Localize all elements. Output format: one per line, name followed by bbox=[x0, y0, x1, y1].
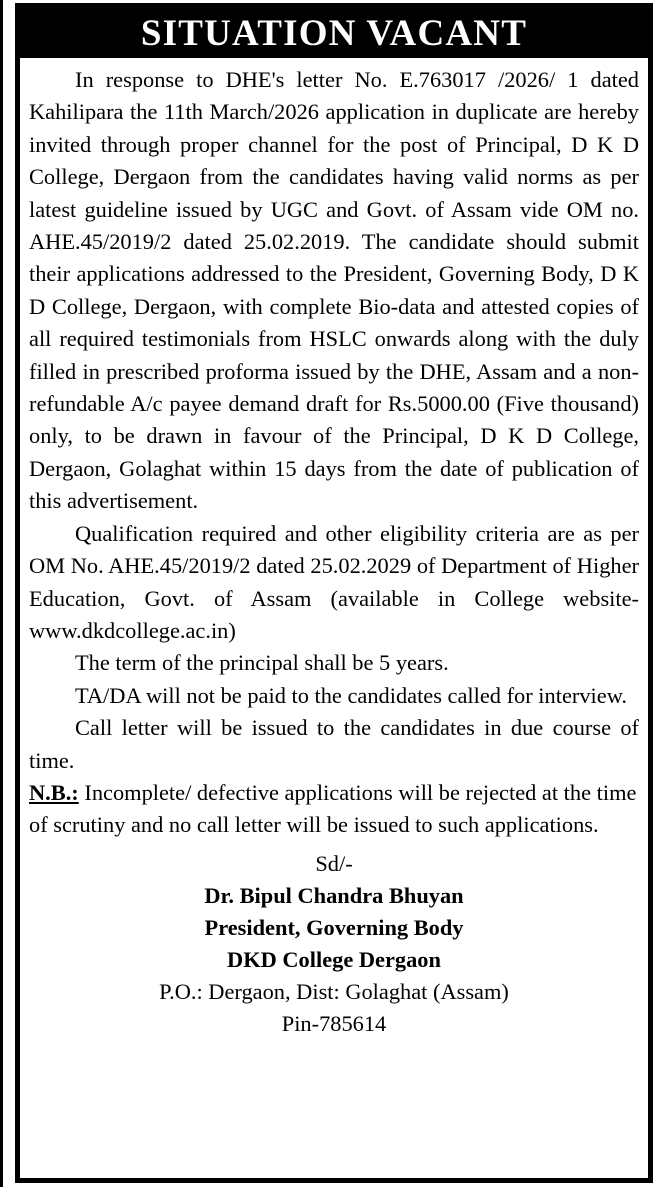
signature-block bbox=[29, 848, 639, 1040]
advertisement-box bbox=[15, 3, 653, 1183]
signatory-pin: Pin-785614 bbox=[281, 1010, 387, 1036]
nb-text: Incomplete/ defective applications will be rejected at the time of scrutiny and no call letter will be issued to such applications. bbox=[29, 779, 637, 838]
signatory-designation: President, Governing Body bbox=[204, 914, 464, 940]
paragraph-tada: TA/DA will not be paid to the candidates called for interview. bbox=[75, 682, 628, 708]
signature-sd: Sd/- bbox=[315, 850, 353, 876]
paragraph-nb bbox=[29, 777, 639, 842]
page-title: SITUATION VACANT bbox=[140, 12, 528, 54]
nb-label: N.B.: bbox=[29, 779, 79, 805]
signatory-name: Dr. Bipul Chandra Bhuyan bbox=[204, 882, 464, 908]
paragraph-call-letter: Call letter will be issued to the candidates in due course of time. bbox=[29, 715, 639, 773]
signatory-institution: DKD College Dergaon bbox=[227, 946, 441, 972]
paragraph-qualification: Qualification required and other eligibility criteria are as per OM No. AHE.45/2019/2 dated 25.02.2029 of Department of Higher Education, Govt. of Assam (available in College website- www.dkdcollege.ac.in) bbox=[29, 520, 639, 643]
advertisement-body bbox=[20, 58, 648, 1040]
paragraph-main-notice: In response to DHE's letter No. E.763017 /2026/ 1 dated Kahilipara the 11th March/2026 application in duplicate are hereby invited through proper channel for the post of Principal, D K D College, Dergaon from the candidates having valid norms as per latest guideline issued by UGC and Govt. of Assam vide OM no. AHE.45/2019/2 dated 25.02.2019. The candidate should submit their applications addressed to the President, Governing Body, D K D College, Dergaon, with complete Bio-data and attested copies of all required testimonials from HSLC onwards along with the duly filled in prescribed proforma issued by the DHE, Assam and a non- refundable A/c payee demand draft for Rs.5000.00 (Five thousand) only, to be drawn in favour of the Principal, D K D College, Dergaon, Golaghat within 15 days from the date of publication of this advertisement. bbox=[29, 67, 639, 514]
signatory-address: P.O.: Dergaon, Dist: Golaghat (Assam) bbox=[159, 978, 509, 1004]
banner-header bbox=[20, 8, 648, 58]
paragraph-term: The term of the principal shall be 5 years. bbox=[75, 650, 449, 676]
